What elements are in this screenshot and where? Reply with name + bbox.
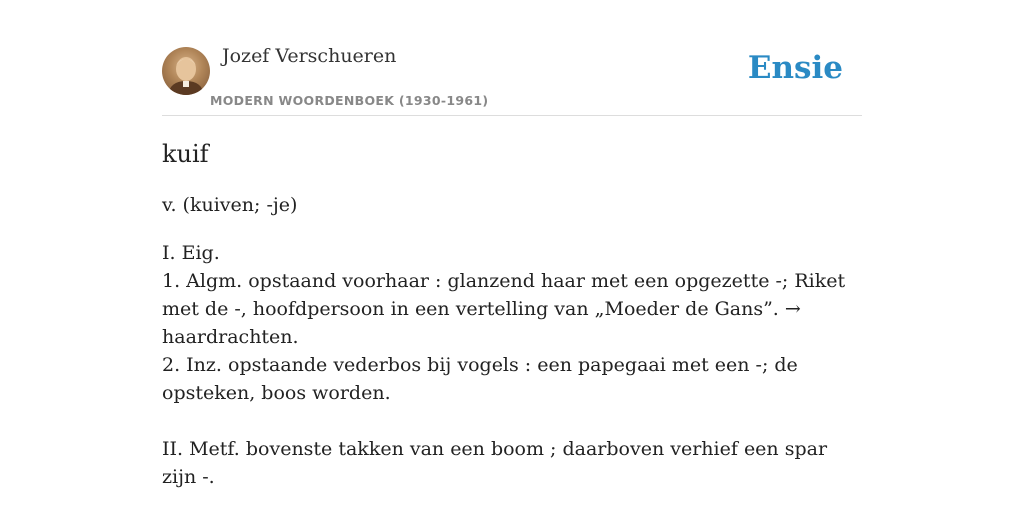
definition-line: II. Metf. bovenste takken van een boom ; daarboven verhief een spar zijn -. xyxy=(162,438,828,488)
definition-body xyxy=(162,239,862,491)
definition-line: I. Eig. xyxy=(162,242,220,264)
author-name[interactable]: Jozef Verschueren xyxy=(222,45,397,67)
entry-card xyxy=(162,0,862,512)
portrait-icon xyxy=(162,47,210,95)
brand-logo[interactable]: Ensie xyxy=(747,50,843,86)
paragraph-gap xyxy=(162,407,862,435)
source-label[interactable]: MODERN WOORDENBOEK (1930-1961) xyxy=(210,93,489,108)
author-avatar[interactable] xyxy=(162,47,210,95)
headword: kuif xyxy=(162,140,209,168)
definition-line: 2. Inz. opstaande vederbos bij vogels : een papegaai met een -; de opsteken, boos worden. xyxy=(162,354,798,404)
definition-line: 1. Algm. opstaand voorhaar : glanzend haar met een opgezette -; Riket met de -, hoofdpersoon in een vertelling van „Moeder de Gans”. → haardrachten. xyxy=(162,270,846,348)
grammar-info: v. (kuiven; -je) xyxy=(162,194,298,216)
header-divider xyxy=(162,115,862,116)
